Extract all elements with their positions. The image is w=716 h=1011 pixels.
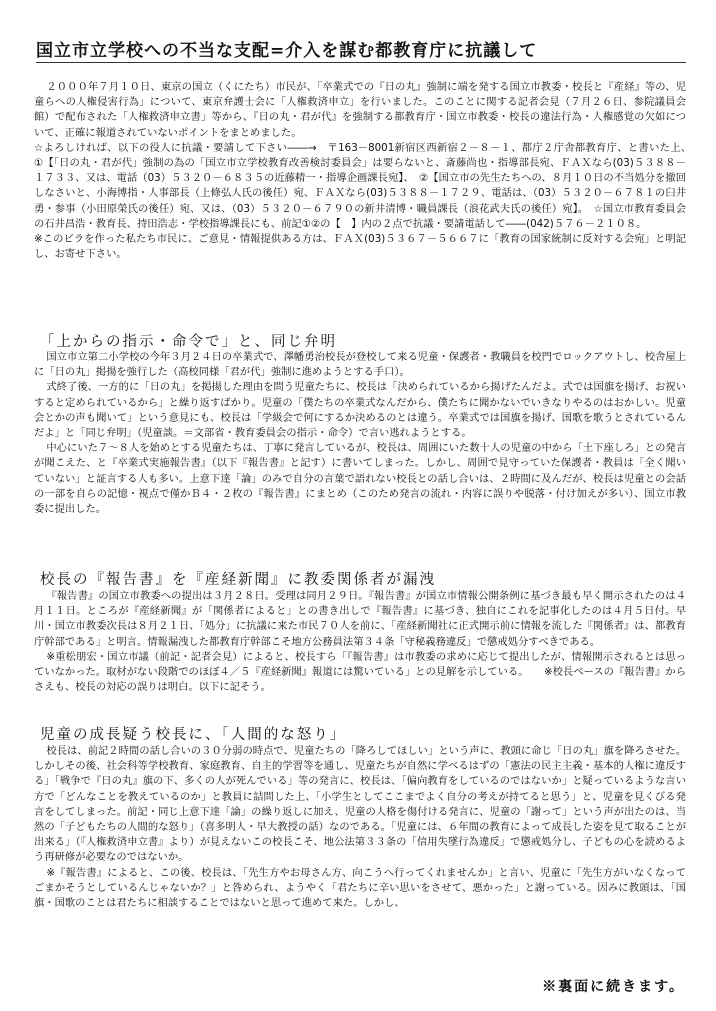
title-underline [36, 62, 686, 63]
section-heading-leak: 校長の『報告書』を『産経新聞』に教委関係者が漏洩 [40, 572, 436, 588]
section-instructions-p3: 中心にいた７～８人を始めとする児童たちは、丁寧に発言しているが、校長は、周囲にいた数十人の児童の中から「土下座しろ」との発言が聞こえた、と『卒業式実施報告書』（以下『報告書』と記す）に書いてしまった。しかし、周囲で見守っていた保護者・教員は「全く聞いていない」と証言する人も多い。上意下達「論」のみで自分の言葉で語れない校長との話し合いは、２時間に及んだが、校長は児童との会話の一部を自らの記憶・視点で僅かＢ４・２枚の『報告書』にまとめ（このため発言の流れ・内容に誤りや脱落・付け加えが多い）、国立市教委に提出した。 [34, 442, 686, 516]
continued-on-back-note: ※裏面に続きます。 [542, 979, 685, 995]
intro-paragraph: ２０００年７月１０日、東京の国立（くにたち）市民が、「卒業式での『日の丸』強制に端を発する国立市教委・校長と『産経』等の、児童らへの人権侵害行為」について、東京弁護士会に「人権救済申立」を行いました。このことに関する記者会見（７月２６日、参院議員会館）で配布された「人権救済申立書」等から、『日の丸・君が代』を強制する都教育庁・国立市教委・校長の違法行為・人権感覚の欠如について、正確に報道されていないポイントをまとめました。 [34, 81, 686, 139]
section-instructions-p1: 国立市立第二小学校の今年３月２４日の卒業式で、澤幡勇治校長が登校して来る児童・保護者・教職員を校門でロックアウトし、校舎屋上に「日の丸」掲揚を強行した（高校同様「君が代」強制に進めようとする手口）。 [34, 351, 686, 379]
section-anger-p1: 校長は、前記２時間の話し合いの３０分弱の時点で、児童たちの「降ろしてほしい」という声に、教頭に命じ「日の丸」旗を降ろさせた。しかしその後、社会科等学校教育、家庭教育、自主的学習等を通し、児童たちが自然に学べるはずの「憲法の民主主義・基本的人権に違反する」「戦争で『日の丸』旗の下、多くの人が死んでいる」等の発言に、校長は、「偏向教育をしているのではないか」と疑っているような言い方で「どんなことを教えているのか」と教員に詰問した上、「小学生としてここまでよく自分の考えが持てると思う」と、児童を見くびる発言をしてしまった。前記・同じ上意下達「論」の繰り返しに加え、児童の人格を傷付ける発言に、児童の「謝って」という声が出たのは、当然の「子どもたちの人間的な怒り」（喜多明人・早大教授の話）なのである。「児童には、６年間の教育によって成長した姿を見て取ることが出来る」（『人権救済申立書』より）が見えないこの校長こそ、地公法第３３条の「信用失墜行為違反」で懲戒処分し、子どもの心を読めるよう再研修が必要なのではないか。 [34, 745, 686, 864]
section-anger-body [34, 744, 686, 911]
section-leak-p2: ※重松朋宏・国立市議（前記・記者会見）によると、校長すら「『報告書』は市教委の求めに応じて提出したが、情報開示されるとは思っていなかった。取材がない段階でのほぼ４／５『産経新聞』報道には驚いている」との見解を示している。 ※校長ベースの『報告書』からさえも、校長の対応の誤りは明白。以下に記そう。 [34, 650, 686, 694]
section-anger-p2: ※『報告書』によると、この後、校長は、「先生方やお母さん方、向こうへ行ってくれませんか」と言い、児童に「先生方がいなくなってごまかそうとしているんじゃないか？」と咎められ、ようやく「君たちに辛い思いをさせて、悪かった」と謝っている。因みに教頭は、「国旗・国歌のことは君たちに相談することではないと思って進めて来た。しかし、 [34, 866, 686, 910]
section-heading-anger: 児童の成長疑う校長に、「人間的な怒り」 [40, 727, 347, 743]
contact-paragraph: ※このビラを作った私たち市民に、ご意見・情報提供ある方は、ＦＡＸ(03)５３６７－５６６７に「教育の国家統制に反対する会宛」と明記し、お寄せ下さい。 [34, 233, 686, 261]
section-heading-instructions: 「上からの指示・命令で」と、同じ弁明 [40, 334, 337, 350]
section-instructions-p2: 式終了後、一方的に「日の丸」を掲揚した理由を問う児童たちに、校長は「決められているから揚げたんだよ。式では国旗を揚げ、お祝いすると定められているから」と繰り返すばかり。児童の「僕たちの卒業式なんだから、僕たちに聞かないでいきなりやるのはおかしい。児童会とかの声も聞いて」という意見にも、校長は「学級会で何にするか決めるのとは違う。卒業式では国旗を揚げ、国歌を歌うとされているんだよ」と「同じ弁明」（児童談。＝文部省・教育委員会の指示・命令）で言い逃れようとする。 [34, 381, 686, 440]
section-instructions-body [34, 350, 686, 517]
intro-block [34, 80, 697, 262]
protest-request-paragraph: ☆よろしければ、以下の役人に抗議・要請して下さい――→ 〒163－8001新宿区西新宿２－８－１、都庁２庁舎都教育庁、と書いた上、 ①【「日の丸・君が代」強制の為の「国立市立学校教育改善検討委員会」は要らないと、斎藤尚也・指導部長宛、ＦＡＸなら(03)５３８８－１７３３、又は、電話（03）５３２０－６８３５の近藤精一・指導企画課長宛】、 ②【国立市の先生たちへの、８月１０日の不当処分を撤回しなさいと、小海博指・人事部長（上條弘人氏の後任）宛、ＦＡＸなら(03)５３８８－１７２９、電話は、（03）５３２０－６７８１の臼井勇・参事（小田原榮氏の後任）宛、又は、（03）５３２０－６７９０の新井清博・職員課長（浪花武夫氏の後任）宛】。 ☆国立市教育委員会の石井昌浩・教育長、持田浩志・学校指導課長にも、前記①②の【 】内の２点で抗議・要請電話して――(042)５７６－２１０８。 [34, 141, 697, 230]
section-leak-body [34, 589, 686, 695]
page-title: 国立市立学校への不当な支配=介入を謀む都教育庁に抗議して [36, 41, 538, 61]
section-leak-p1: 『報告書』の国立市教委への提出は３月２８日。受理は同月２９日。『報告書』が国立市情報公開条例に基づき最も早く開示されたのは４月１１日。ところが『産経新聞』が「関係者によると」との書き出しで『報告書』に基づき、独自にこれを記事化したのは４月５日付。早川・国立市教委次長は８月２１日、「処分」に抗議に来た市民７０人を前に、「産経新聞社に正式開示前に情報を流した『関係者』は、都教育庁幹部である」と明言。情報漏洩した都教育庁幹部こそ地方公務員法第３４条「守秘義務違反」で懲戒処分すべきである。 [34, 590, 686, 648]
